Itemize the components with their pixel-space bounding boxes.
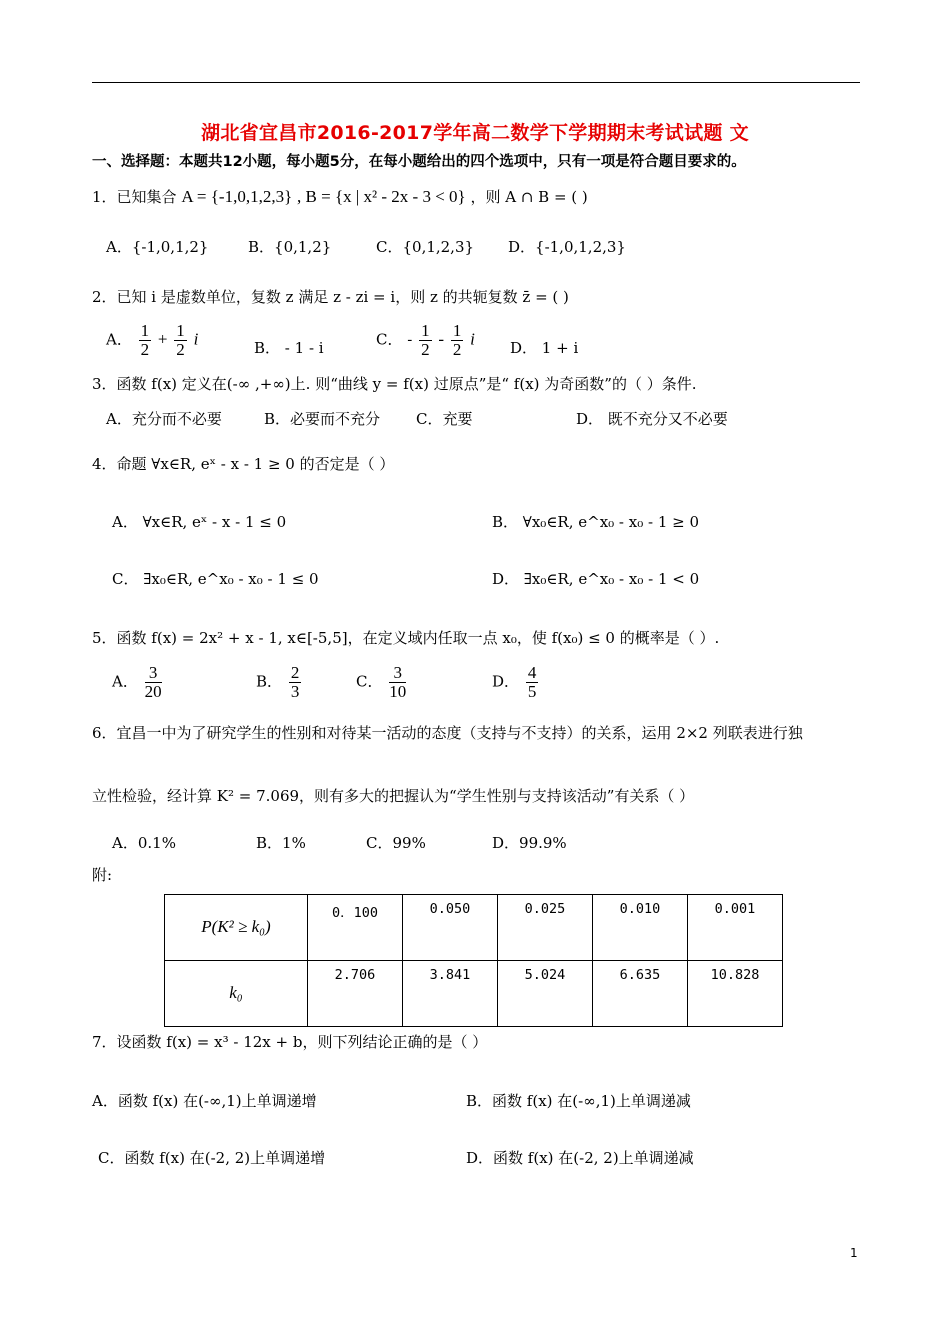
q2-a-plus: + (157, 329, 168, 349)
table-row (165, 961, 783, 1027)
q1-label: 1．已知集合 (92, 188, 177, 206)
table-cell: 10.828 (688, 961, 783, 1027)
table-cell: 0.025 (498, 895, 593, 961)
table-cell: 0.001 (688, 895, 783, 961)
q1-option-a: A．{-1,0,1,2} (106, 238, 209, 256)
q7-option-c: C．函数 f(x) 在(-2, 2)上单调递增 (98, 1149, 326, 1167)
q3-option-c: C．充要 (416, 410, 473, 428)
table-cell: 0.050 (403, 895, 498, 961)
q2-option-a (106, 322, 198, 359)
q2-c-frac-1: $\frac{1}{2}$ (421, 321, 430, 359)
question-7-stem: 7．设函数 f(x) = x³ - 12x + b，则下列结论正确的是（ ） (92, 1033, 488, 1051)
table-cell: 0.010 (593, 895, 688, 961)
q6-option-a: A．0.1% (112, 834, 176, 852)
table-cell: 3.841 (403, 961, 498, 1027)
q1-set-a: A = {-1,0,1,2,3} (181, 187, 293, 206)
question-3-stem: 3．函数 f(x) 定义在(-∞ ,+∞)上. 则“曲线 y = f(x) 过原点”是“ f(x) 为奇函数”的（ ）条件. (92, 375, 697, 393)
q7-option-b: B．函数 f(x) 在(-∞,1)上单调递减 (466, 1092, 691, 1110)
q2-a-i: i (193, 329, 199, 349)
q3-option-a: A．充分而不必要 (106, 410, 222, 428)
q5-option-b (256, 664, 303, 701)
q1-set-b: , B = {x | x² - 2x - 3 < 0} (297, 187, 466, 206)
q2-c-i: i (470, 329, 475, 349)
q6-option-c: C．99% (366, 834, 426, 852)
page-number: 1 (850, 1246, 858, 1260)
table-row (165, 895, 783, 961)
table-cell: 6.635 (593, 961, 688, 1027)
question-4-stem: 4．命题 ∀x∈R, eˣ - x - 1 ≥ 0 的否定是（ ） (92, 455, 395, 473)
q2-option-c (376, 322, 475, 359)
q5-option-d-label: D． (492, 672, 520, 691)
q5-option-c-label: C． (356, 672, 383, 691)
table-cell: 2.706 (308, 961, 403, 1027)
question-5-stem: 5．函数 f(x) = 2x² + x - 1, x∈[-5,5]，在定义域内任取一点 x₀，使 f(x₀) ≤ 0 的概率是（ ）. (92, 629, 720, 647)
q3-option-d: D． 既不充分又不必要 (576, 410, 728, 428)
q5-a-frac: $\frac{3}{20}$ (144, 663, 162, 701)
q2-option-c-label: C． - (376, 330, 413, 349)
q6-option-d: D．99.9% (492, 834, 567, 852)
q2-a-frac-2: $\frac{1}{2}$ (176, 321, 185, 359)
q5-d-frac: $\frac{4}{5}$ (527, 663, 537, 701)
q1-option-b: B．{0,1,2} (248, 238, 332, 256)
q2-c-frac-2: $\frac{1}{2}$ (452, 321, 462, 359)
q5-b-frac: $\frac{2}{3}$ (290, 663, 300, 701)
q2-option-b: B． - 1 - i (254, 339, 324, 357)
q6-option-b: B．1% (256, 834, 306, 852)
q2-option-a-label: A． (106, 330, 132, 349)
page-title: 湖北省宜昌市2016-2017学年高二数学下学期期末考试试题 文 (201, 122, 749, 144)
q5-option-a (112, 664, 164, 701)
q5-option-a-label: A． (112, 672, 138, 691)
q5-c-frac: $\frac{3}{10}$ (389, 663, 407, 701)
appendix-label: 附: (92, 866, 113, 884)
q4-option-a: A． ∀x∈R, eˣ - x - 1 ≤ 0 (112, 513, 287, 531)
table-cell: 5.024 (498, 961, 593, 1027)
q2-c-minus: - (438, 329, 445, 349)
table-row-label: P(K² ≥ k₀) (165, 895, 308, 961)
section-heading: 一、选择题：本题共12小题，每小题5分，在每小题给出的四个选项中，只有一项是符合题目要求的。 (92, 154, 746, 170)
table-cell: 0．100 (308, 895, 403, 961)
q5-option-c (356, 664, 408, 701)
q1-tail: ，则 A ∩ B = ( ) (470, 188, 588, 206)
q4-option-d: D． ∃x₀∈R, e^x₀ - x₀ - 1 < 0 (492, 570, 700, 588)
q5-option-b-label: B． (256, 672, 283, 691)
question-1-stem (92, 186, 588, 207)
q1-option-c: C．{0,1,2,3} (376, 238, 475, 256)
q5-option-d (492, 664, 540, 701)
q7-option-a: A．函数 f(x) 在(-∞,1)上单调递增 (92, 1092, 317, 1110)
q4-option-b: B． ∀x₀∈R, e^x₀ - x₀ - 1 ≥ 0 (492, 513, 700, 531)
q2-option-d: D． 1 + i (510, 339, 579, 357)
q1-option-d: D．{-1,0,1,2,3} (508, 238, 626, 256)
question-6-stem-line-2: 立性检验，经计算 K² = 7.069，则有多大的把握认为“学生性别与支持该活动”有关系（ ） (92, 787, 695, 805)
q3-option-b: B．必要而不充分 (264, 410, 381, 428)
q2-a-frac-1: $\frac{1}{2}$ (140, 321, 150, 359)
q7-option-d: D．函数 f(x) 在(-2, 2)上单调递减 (466, 1149, 694, 1167)
question-6-stem-line-1: 6．宜昌一中为了研究学生的性别和对待某一活动的态度（支持与不支持）的关系，运用 2×2 列联表进行独 (92, 724, 803, 742)
question-2-stem: 2．已知 i 是虚数单位，复数 z 满足 z - zi = i，则 z 的共轭复数 z̄ = ( ) (92, 288, 569, 306)
q4-option-c: C． ∃x₀∈R, e^x₀ - x₀ - 1 ≤ 0 (112, 570, 319, 588)
table-row-label: k₀ (165, 961, 308, 1027)
critical-value-table (164, 894, 783, 1027)
header-rule (92, 82, 860, 83)
